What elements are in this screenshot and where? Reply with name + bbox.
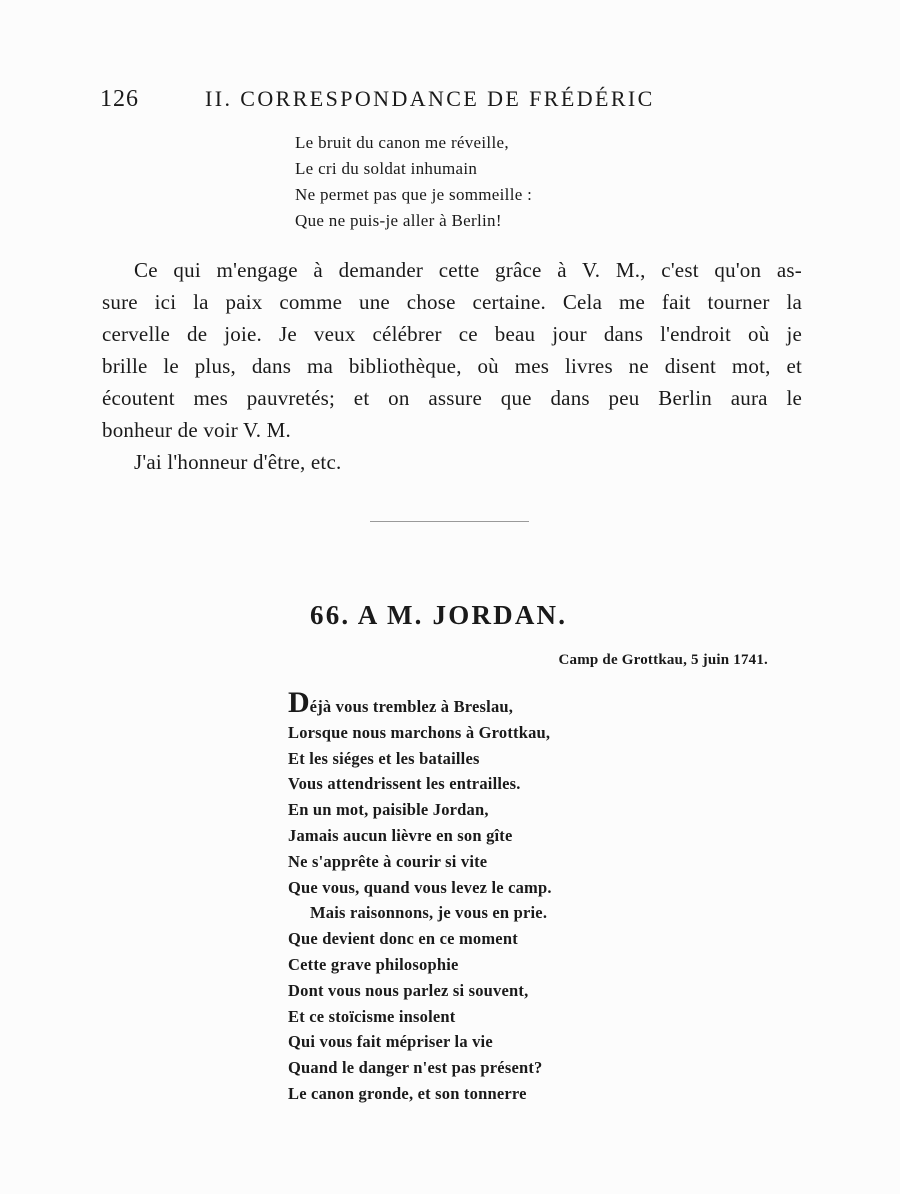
poem-line: Mais raisonnons, je vous en prie. [310, 903, 548, 923]
dateline: Camp de Grottkau, 5 juin 1741. [558, 652, 768, 668]
poem-line: Cette grave philosophie [288, 954, 459, 974]
poem-line: Dont vous nous parlez si souvent, [288, 980, 529, 1000]
section-divider [370, 521, 529, 522]
prose-line: cervelle de joie. Je veux célébrer ce beau jour dans l'endroit où je [102, 322, 802, 346]
verse-line: Ne permet pas que je sommeille : [295, 185, 533, 204]
poem-line: En un mot, paisible Jordan, [288, 800, 489, 820]
running-title: II. CORRESPONDANCE DE FRÉDÉRIC [205, 86, 655, 111]
poem-line-text: éjà vous tremblez à Breslau, [309, 697, 514, 716]
poem-line: Et ce stoïcisme insolent [288, 1006, 456, 1026]
page-header [100, 86, 800, 118]
poem-line: Lorsque nous marchons à Grottkau, [288, 722, 551, 742]
poem-line-first [288, 686, 552, 720]
poem-line: Vous attendrissent les entrailles. [288, 774, 521, 794]
prose-line: brille le plus, dans ma bibliothèque, où mes livres ne disent mot, et [102, 354, 802, 378]
prose-line: bonheur de voir V. M. [102, 418, 291, 442]
verse-top [295, 130, 532, 234]
poem-line: Jamais aucun lièvre en son gîte [288, 825, 513, 845]
prose-line: sure ici la paix comme une chose certaine. Cela me fait tourner la [102, 290, 802, 314]
poem-line: Que devient donc en ce moment [288, 929, 518, 949]
poem-line: Que vous, quand vous levez le camp. [288, 877, 552, 897]
verse-line: Le cri du soldat inhumain [295, 159, 478, 178]
poem [288, 686, 552, 1107]
drop-cap: D [288, 686, 310, 719]
poem-line: Et les siéges et les batailles [288, 748, 480, 768]
poem-line: Le canon gronde, et son tonnerre [288, 1083, 527, 1103]
prose-line: Ce qui m'engage à demander cette grâce à V. M., c'est qu'on as- [134, 258, 802, 282]
prose-line: écoutent mes pauvretés; et on assure que dans peu Berlin aura le [102, 386, 802, 410]
verse-line: Que ne puis-je aller à Berlin! [295, 211, 502, 230]
poem-line: Qui vous fait mépriser la vie [288, 1032, 493, 1052]
closing-line: J'ai l'honneur d'être, etc. [134, 450, 342, 474]
page-number: 126 [100, 86, 139, 112]
section-title: 66. A M. JORDAN. [310, 600, 568, 630]
poem-line: Quand le danger n'est pas présent? [288, 1058, 543, 1078]
poem-line: Ne s'apprête à courir si vite [288, 851, 488, 871]
prose-paragraph [102, 254, 802, 478]
verse-line: Le bruit du canon me réveille, [295, 133, 509, 152]
